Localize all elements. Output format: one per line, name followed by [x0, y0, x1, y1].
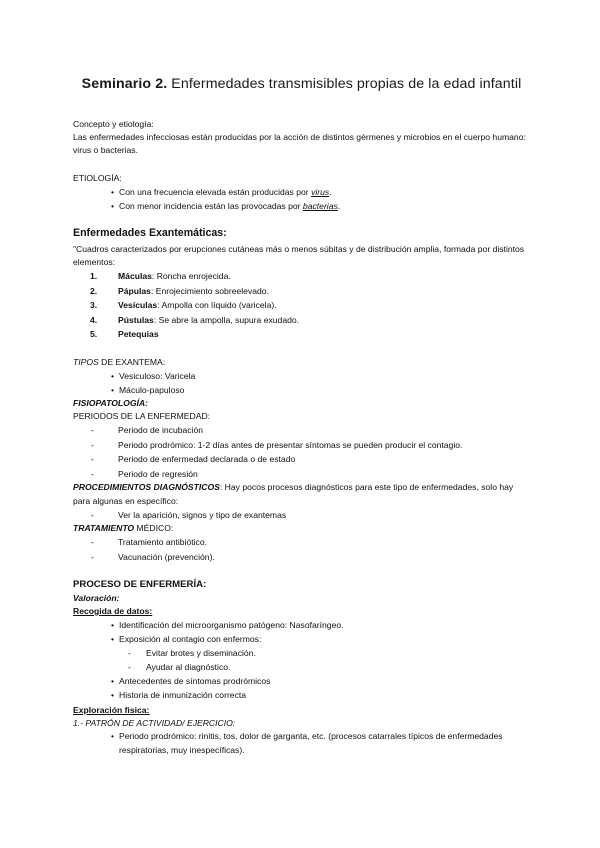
- list-item: • Exposición al contagio con enfermos:: [111, 632, 530, 646]
- recogida-list-2: [73, 674, 530, 702]
- list-item: • Con una frecuencia elevada están producidas por virus.: [111, 185, 530, 199]
- valoracion-heading: Valoración:: [73, 592, 120, 603]
- list-item: 3. Vesículas: Ampolla con líquido (varicela).: [90, 300, 277, 311]
- recogida-heading: Recogida de datos:: [73, 605, 153, 616]
- exploracion-heading: Exploración física:: [73, 705, 150, 716]
- virus-link[interactable]: virus: [311, 186, 330, 197]
- list-item: - Evitar brotes y diseminación.: [73, 646, 530, 660]
- list-item: • Máculo-papuloso: [111, 383, 530, 397]
- list-item: - Tratamiento antibiótico.: [73, 535, 530, 550]
- tipos-heading: TIPOS DE EXANTEMA:: [73, 356, 166, 367]
- list-item: 4. Pústulas: Se abre la ampolla, supura exudado.: [90, 314, 300, 325]
- concepto-heading: Concepto y etiología:: [73, 119, 154, 129]
- tipos-list: [73, 369, 530, 397]
- list-item: - Periodo de enfermedad declarada o de estado: [73, 452, 530, 467]
- document-title: [73, 76, 530, 92]
- list-item: - Periodo de regresión: [73, 467, 530, 482]
- list-item: • Periodo prodrómico: rinitis, tos, dolor de garganta, etc. (procesos catarrales típicos de enfermedades respiratorias, muy inespecíficas).: [111, 730, 530, 757]
- contagio-sublist: [73, 646, 530, 674]
- exantematicas-intro: "Cuadros caracterizados por erupciones cutáneas más o menos súbitas y de distribución amplia, formada por distintos elementos:: [73, 243, 525, 268]
- concepto-text: Las enfermedades infecciosas están producidas por la acción de distintos gérmenes y microbios en el cuerpo humano: virus o bacterias.: [73, 132, 526, 156]
- fisiopatologia-heading: FISIOPATOLOGÍA:: [73, 397, 148, 408]
- procedimientos-list: [73, 508, 530, 523]
- list-item: • Historia de inmunización correcta: [111, 688, 530, 702]
- bacterias-link[interactable]: bacterias: [302, 200, 338, 211]
- title-bold: Seminario 2.: [81, 76, 168, 92]
- etiologia-list: [73, 185, 530, 213]
- list-item: • Con menor incidencia están las provocadas por bacterias.: [111, 199, 530, 213]
- exantematicas-list: [73, 269, 530, 342]
- periodos-list: [73, 423, 530, 481]
- list-item: 1. Máculas: Roncha enrojecida.: [90, 271, 231, 282]
- patron-list: [73, 730, 530, 757]
- list-item: • Identificación del microorganismo patógeno: Nasofaríngeo.: [111, 618, 530, 632]
- periodos-heading: PERIODOS DE LA ENFERMEDAD:: [73, 411, 211, 422]
- exantematicas-heading: Enfermedades Exantemáticas:: [73, 226, 227, 239]
- list-item: 2. Pápulas: Enrojecimiento sobreelevado.: [90, 285, 269, 296]
- tratamiento-heading: TRATAMIENTO MÉDICO:: [73, 523, 174, 534]
- list-item: - Periodo de incubación: [73, 423, 530, 438]
- recogida-list: [73, 618, 530, 646]
- list-item: 5. Petequias: [90, 329, 159, 340]
- list-item: - Periodo prodrómico: 1-2 días antes de presentar síntomas se pueden producir el contagio.: [73, 438, 530, 453]
- procedimientos-text: PROCEDIMIENTOS DIAGNÓSTICOS: Hay pocos procesos diagnósticos para este tipo de enfermedades, solo hay para algunas en específico:: [73, 482, 514, 506]
- etiologia-heading: ETIOLOGÍA:: [73, 172, 122, 183]
- tratamiento-list: [73, 535, 530, 564]
- proceso-heading: PROCESO DE ENFERMERÍA:: [73, 579, 207, 591]
- list-item: - Ayudar al diagnóstico.: [73, 660, 530, 674]
- patron-heading: 1.- PATRÓN DE ACTIVIDAD/ EJERCICIO:: [73, 718, 236, 729]
- list-item: • Antecedentes de síntomas prodrómicos: [111, 674, 530, 688]
- list-item: - Vacunación (prevención).: [73, 550, 530, 565]
- list-item: • Vesiculoso: Varicela: [111, 369, 530, 383]
- title-rest: Enfermedades transmisibles propias de la edad infantil: [167, 76, 522, 92]
- list-item: - Ver la aparición, signos y tipo de exantemas: [73, 508, 530, 523]
